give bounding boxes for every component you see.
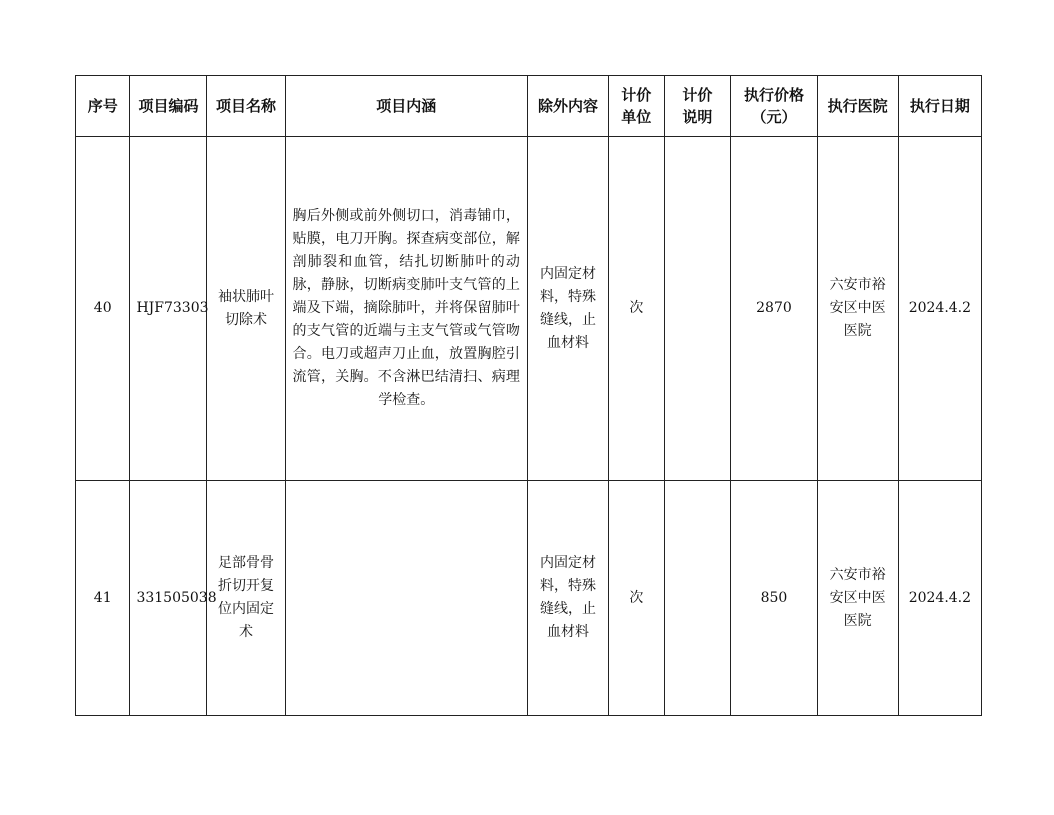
cell-code: 331505038 [130, 481, 207, 716]
header-code: 项目编码 [130, 76, 207, 137]
header-date: 执行日期 [898, 76, 981, 137]
header-row [76, 76, 982, 137]
cell-content [285, 481, 527, 716]
cell-excluded: 内固定材料，特殊缝线，止血材料 [527, 137, 608, 481]
table-row [76, 481, 982, 716]
cell-price: 2870 [731, 137, 817, 481]
cell-date: 2024.4.2 [898, 137, 981, 481]
header-note [664, 76, 731, 137]
header-unit [609, 76, 664, 137]
header-unit-label: 计价单位 [621, 86, 652, 126]
cell-note [664, 137, 731, 481]
header-note-label: 计价说明 [682, 86, 713, 126]
header-name: 项目名称 [207, 76, 285, 137]
header-price-label: 执行价格（元） [743, 86, 804, 126]
cell-code: HJF73303 [130, 137, 207, 481]
price-table [75, 75, 982, 716]
header-excluded: 除外内容 [527, 76, 608, 137]
cell-date: 2024.4.2 [898, 481, 981, 716]
cell-excluded: 内固定材料，特殊缝线，止血材料 [527, 481, 608, 716]
table-row [76, 137, 982, 481]
header-price [731, 76, 817, 137]
cell-unit: 次 [609, 137, 664, 481]
cell-note [664, 481, 731, 716]
cell-name: 足部骨骨折切开复位内固定术 [207, 481, 285, 716]
cell-seq: 41 [76, 481, 130, 716]
cell-hospital: 六安市裕安区中医医院 [817, 481, 898, 716]
cell-unit: 次 [609, 481, 664, 716]
header-seq: 序号 [76, 76, 130, 137]
cell-seq: 40 [76, 137, 130, 481]
cell-price: 850 [731, 481, 817, 716]
cell-name: 袖状肺叶切除术 [207, 137, 285, 481]
cell-content: 胸后外侧或前外侧切口，消毒铺巾，贴膜，电刀开胸。探查病变部位，解剖肺裂和血管，结扎切断肺叶的动脉，静脉，切断病变肺叶支气管的上端及下端，摘除肺叶，并将保留肺叶的支气管的近端与主支气管或气管吻合。电刀或超声刀止血，放置胸腔引流管，关胸。不含淋巴结清扫、病理学检查。 [285, 137, 527, 481]
cell-hospital: 六安市裕安区中医医院 [817, 137, 898, 481]
header-content: 项目内涵 [285, 76, 527, 137]
header-hospital: 执行医院 [817, 76, 898, 137]
